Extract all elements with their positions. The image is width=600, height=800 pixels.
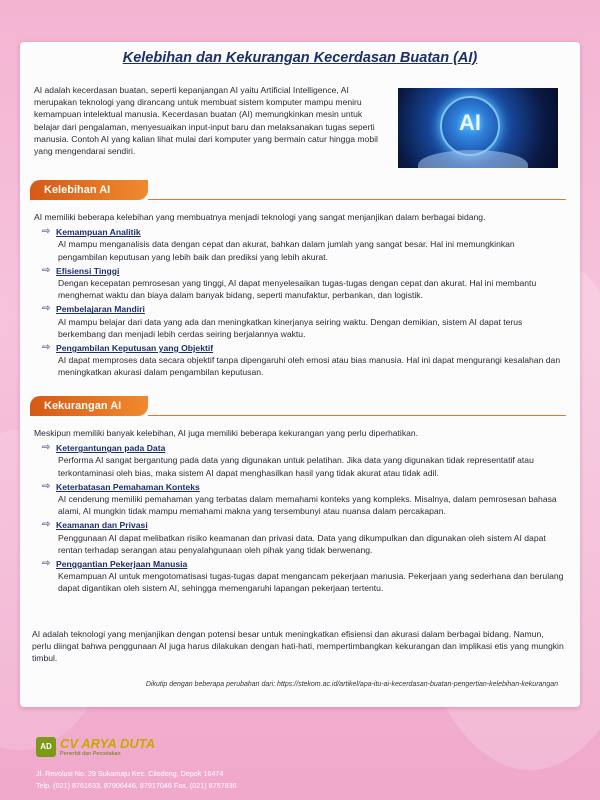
point-head <box>34 226 564 238</box>
point-head <box>34 265 564 277</box>
hand-graphic <box>418 150 528 168</box>
point-body: AI dapat memproses data secara objektif tanpa dipengaruhi oleh emosi atau bias manusia. Hal ini dapat mengurangi kesalahan dan meningkatkan akurasi dalam pengambilan keputusan. <box>58 355 561 378</box>
arrow-right-icon: ⇨ <box>42 226 51 238</box>
point-title: Efisiensi Tinggi <box>56 265 120 276</box>
point-head <box>34 558 564 570</box>
point-head <box>34 303 564 315</box>
point-title: Keterbatasan Pemahaman Konteks <box>56 481 200 492</box>
kelebihan-lead: AI memiliki beberapa kelebihan yang membuatnya menjadi teknologi yang sangat menjanjikan dalam berbagai bidang. <box>34 212 486 222</box>
point-body: AI mampu belajar dari data yang ada dan meningkatkan kinerjanya seiring waktu. Dengan demikian, sistem AI dapat terus berkembang dan menjadi lebih cerdas seiring berjalannya waktu. <box>58 316 523 339</box>
arrow-right-icon: ⇨ <box>42 558 51 570</box>
point-body: Dengan kecepatan pemrosesan yang tinggi, AI dapat menyelesaikan tugas-tugas dengan cepat dan akurat. Hal ini membantu menghemat waktu dan biaya dalam banyak bidang, seperti manufaktur, perbankan, dan logistik. <box>58 278 537 301</box>
section-divider <box>148 415 566 416</box>
kekurangan-lead: Meskipun memiliki banyak kelebihan, AI juga memiliki beberapa kekurangan yang perlu diperhatikan. <box>34 428 419 438</box>
point-body: Performa AI sangat bergantung pada data yang digunakan untuk pelatihan. Jika data yang digunakan tidak representatif atau terkontaminasi oleh bias, maka sistem AI dapat menghasilkan hasil yang tidak akurat atau tidak adil. <box>58 455 534 478</box>
point-body: Kemampuan AI untuk mengotomatisasi tugas-tugas dapat mengancam pekerjaan manusia. Pekerjaan yang sederhana dan berulang dapat digantikan oleh sistem AI, sehingga memengaruhi lapangan pekerjaan tertentu. <box>58 571 564 594</box>
point-body: AI cenderung memiliki pemahaman yang terbatas dalam memahami konteks yang kompleks. Misalnya, dalam pemrosesan bahasa alami, AI mungkin tidak mampu memahami makna yang tersembunyi atau nuansa dalam percakapan. <box>58 494 557 517</box>
source-credit: Dikutip dengan beberapa perubahan dari: https://stekom.ac.id/artikel/apa-itu-ai-kecerdasan-buatan-pengertian-kelebihan-kekurangan <box>145 681 558 688</box>
point-title: Pembelajaran Mandiri <box>56 304 145 315</box>
point-title: Keamanan dan Privasi <box>56 520 148 531</box>
kekurangan-section <box>34 427 564 595</box>
ai-image-label: AI <box>459 110 481 135</box>
intro-paragraph: AI adalah kecerdasan buatan, seperti kepanjangan AI yaitu Artificial Intelligence, AI merupakan teknologi yang dirancang untuk membuat sistem komputer mampu meniru kemampuan intelektual manusia. Kecerdasan buatan (AI) memungkinkan mesin untuk belajar dari pengalaman, menyesuaikan input-input baru dan melaksanakan tugas seperti manusia. Contoh AI yang kalian lihat mulai dari komputer yang bermain catur hingga mobil yang mengendarai sendiri. <box>34 85 378 157</box>
arrow-right-icon: ⇨ <box>42 342 51 354</box>
arrow-right-icon: ⇨ <box>42 303 51 315</box>
point-head <box>34 442 564 454</box>
publisher-name: CV ARYA DUTA <box>60 736 156 751</box>
page-title: Kelebihan dan Kekurangan Kecerdasan Buatan (AI) <box>122 50 478 66</box>
publisher-logo: AD <box>36 737 56 757</box>
publisher-phone: Telp. (021) 8761633, 87906446, 87917046 Fax. (021) 8757836 <box>36 781 237 790</box>
point-head <box>34 481 564 493</box>
section-tag-kelebihan: Kelebihan AI <box>30 180 148 200</box>
publisher-address: Jl. Revolusi No. 29 Sukamaju Kec. Cilodong, Depok 16474 <box>36 769 224 778</box>
arrow-right-icon: ⇨ <box>42 480 51 492</box>
point-title: Kemampuan Analitik <box>56 227 141 238</box>
point-title: Penggantian Pekerjaan Manusia <box>56 559 188 570</box>
publisher-tagline: Penerbit dan Percetakan <box>60 751 121 757</box>
arrow-right-icon: ⇨ <box>42 264 51 276</box>
point-title: Ketergantungan pada Data <box>56 443 166 454</box>
section-divider <box>148 199 566 200</box>
arrow-right-icon: ⇨ <box>42 442 51 454</box>
conclusion-paragraph: AI adalah teknologi yang menjanjikan dengan potensi besar untuk meningkatkan efisiensi dan akurasi dalam berbagai bidang. Namun, perlu diingat bahwa penggunaan AI juga harus dilakukan dengan hati-hati, mempertimbangkan kekurangan dan implikasi etis yang mungkin timbul. <box>32 629 564 664</box>
point-head <box>34 342 564 354</box>
point-head <box>34 519 564 531</box>
arrow-right-icon: ⇨ <box>42 519 51 531</box>
kelebihan-section <box>34 211 564 379</box>
ai-illustration <box>398 88 558 168</box>
point-body: AI mampu menganalisis data dengan cepat dan akurat, bahkan dalam jumlah yang sangat besar. Hal ini memungkinkan pengambilan keputusan yang lebih baik dan prediksi yang lebih akurat. <box>58 239 515 262</box>
point-body: Penggunaan AI dapat melibatkan risiko keamanan dan privasi data. Data yang dikumpulkan dan digunakan oleh sistem AI dapat rentan terhadap serangan atau penyalahgunaan oleh pihak yang tidak berwenang. <box>58 532 546 555</box>
section-tag-kekurangan: Kekurangan AI <box>30 396 148 416</box>
point-title: Pengambilan Keputusan yang Objektif <box>56 343 214 354</box>
